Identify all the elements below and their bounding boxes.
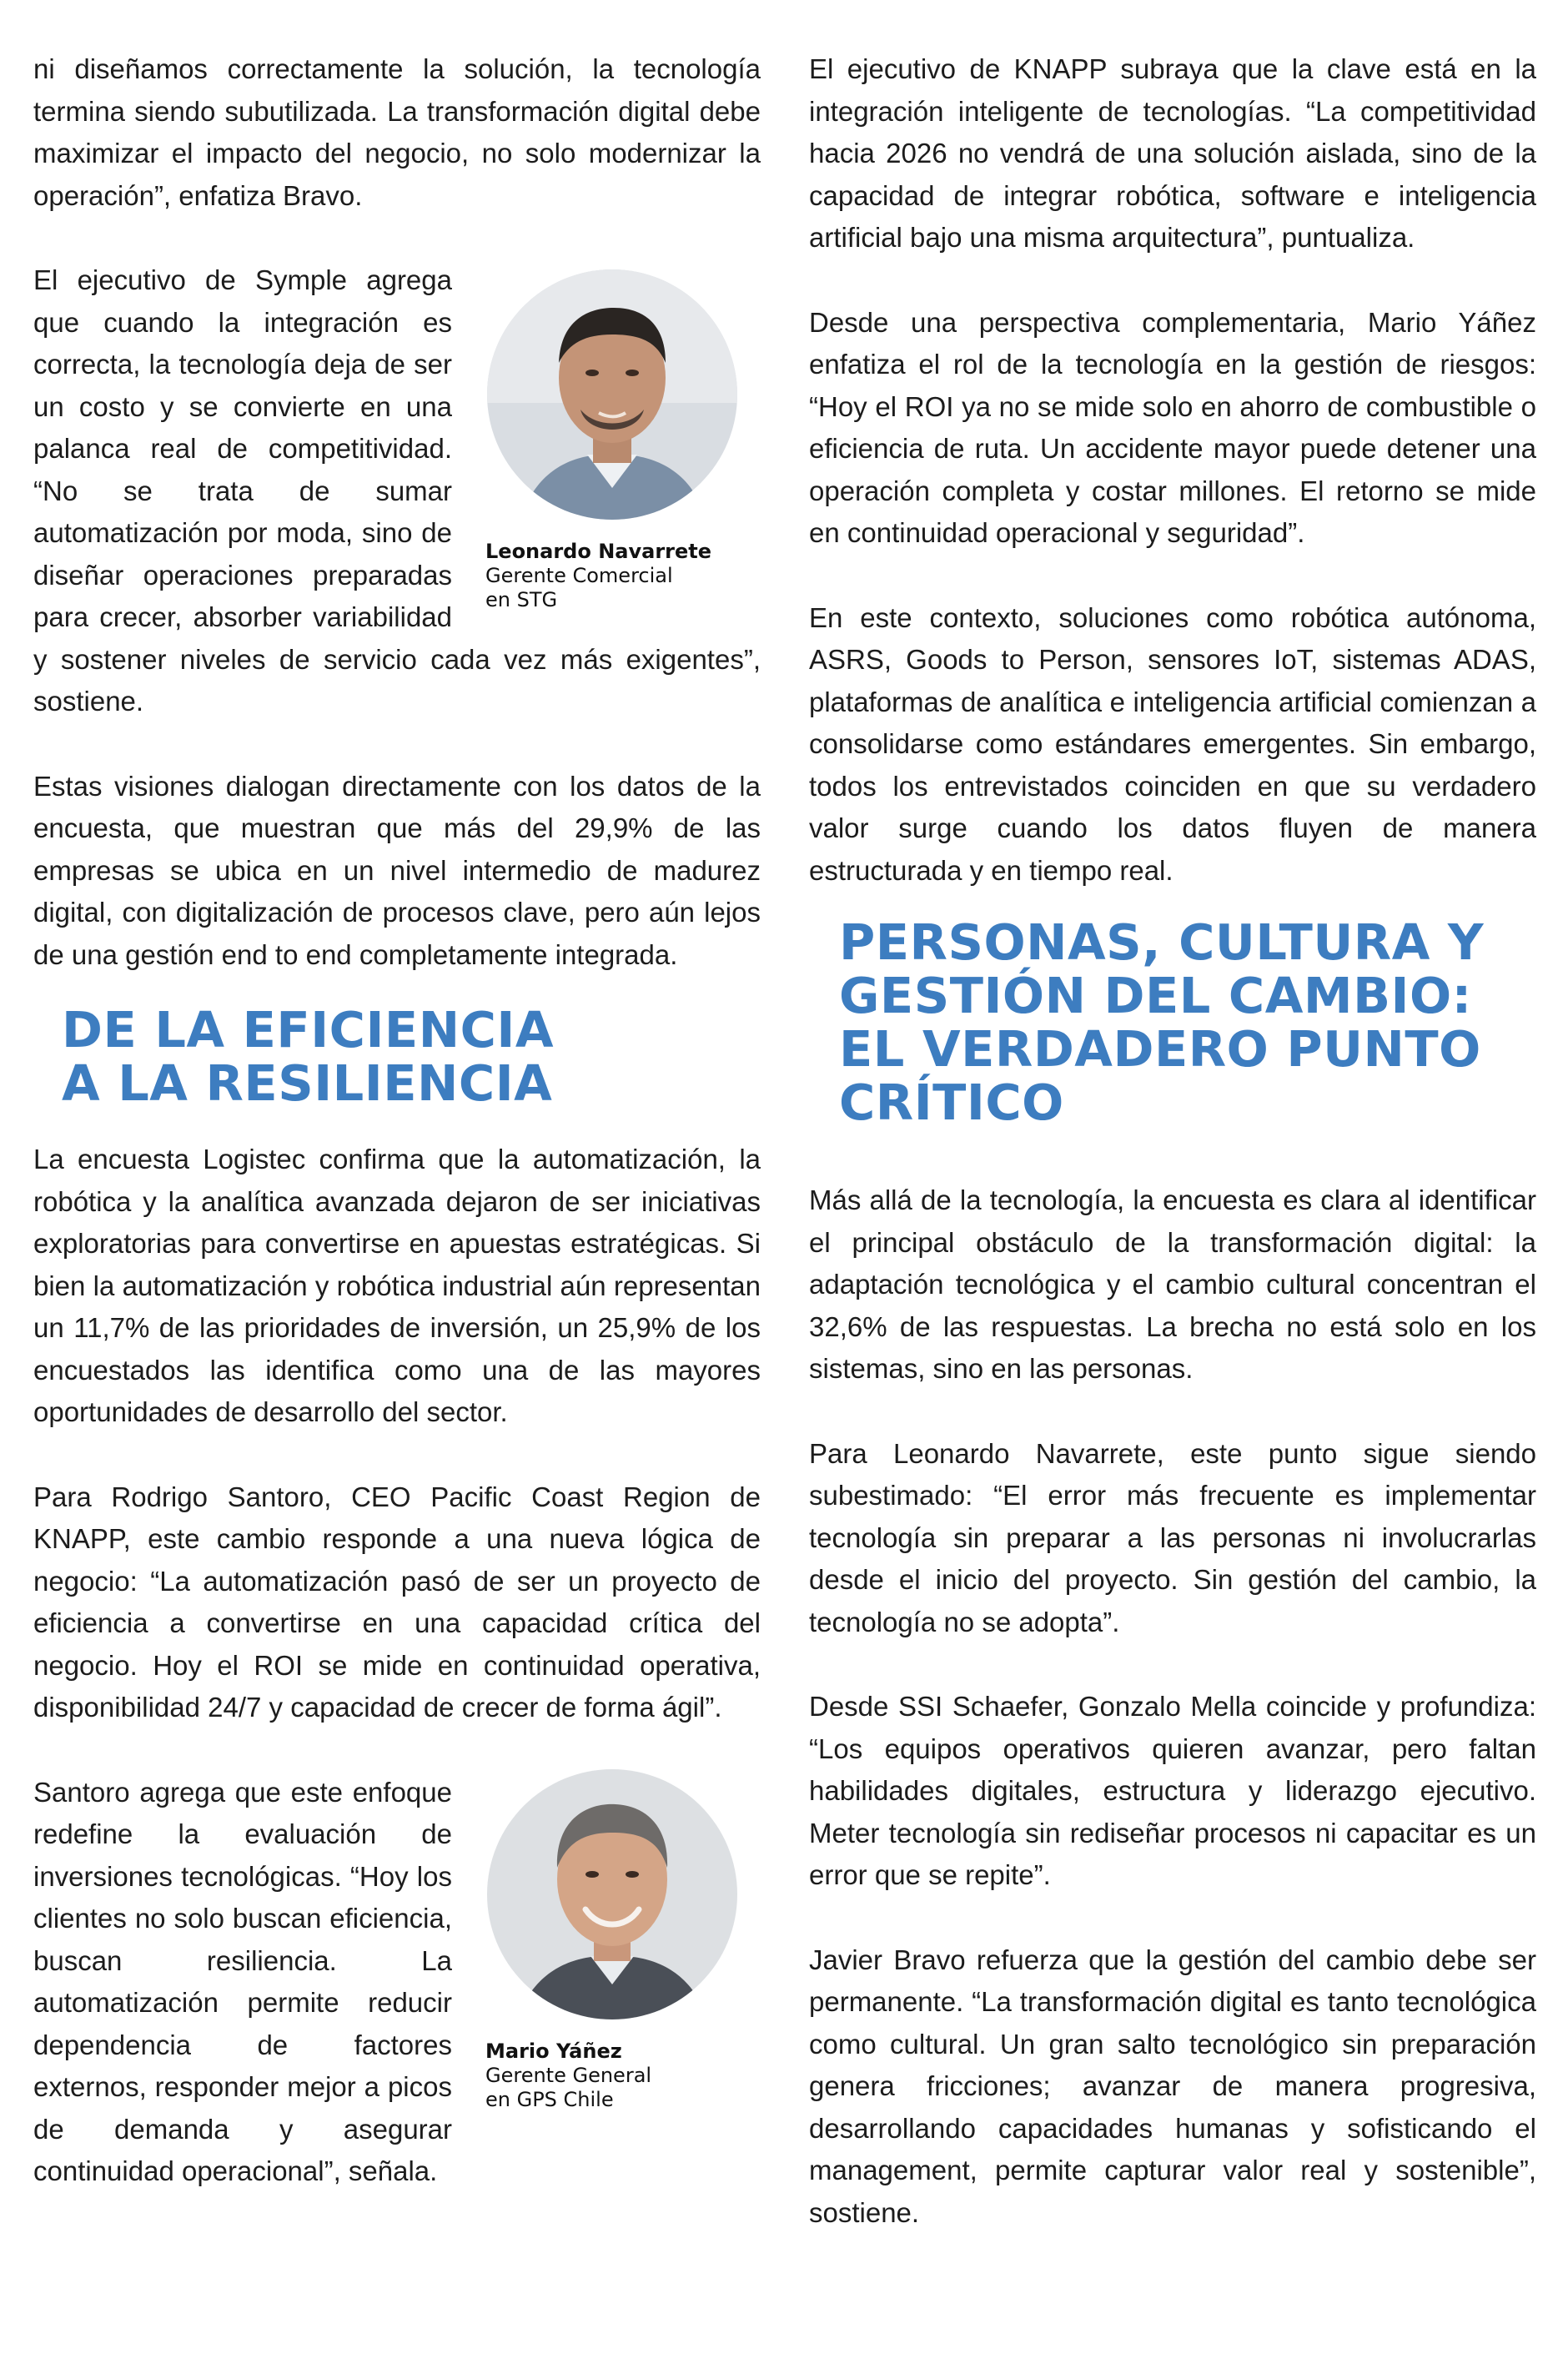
paragraph: Desde SSI Schaefer, Gonzalo Mella coincide y profundiza: “Los equipos operativos quieren avanzar, pero faltan habilidades digitales, estructura y liderazgo ejecutivo. Meter tecnología sin rediseñar procesos ni capacitar es un error que se repite”. — [809, 1691, 1536, 1890]
section-heading — [839, 913, 1536, 1131]
paragraph: El ejecutivo de KNAPP subraya que la clave está en la integración inteligente de tecnologías. “La competitividad hacia 2026 no vendrá de una solución aislada, sino de la capacidad de integrar robótica, software e inteligencia artificial bajo una misma arquitectura”, puntualiza. — [809, 53, 1536, 253]
paragraph: Más allá de la tecnología, la encuesta es clara al identificar el principal obstáculo de la transformación digital: la adaptación tecnológica y el cambio cultural concentran el 32,6% de las respuestas. La brecha no está solo en los sistemas, sino en las personas. — [809, 1184, 1536, 1384]
caption-company: en GPS Chile — [485, 2087, 614, 2111]
photo-caption — [477, 540, 761, 612]
portrait-photo-icon — [487, 269, 737, 520]
section-heading — [62, 1003, 761, 1110]
portrait-block-yanez — [477, 1769, 761, 2112]
right-column — [809, 48, 1536, 2276]
caption-role: Gerente Comercial — [485, 564, 673, 587]
portrait-photo-icon — [487, 1769, 737, 2019]
caption-role: Gerente General — [485, 2063, 652, 2087]
heading-line: A LA RESILIENCIA — [62, 1054, 553, 1112]
paragraph: Javier Bravo refuerza que la gestión del cambio debe ser permanente. “La transformación digital es tanto tecnológica como cultural. Un gran salto tecnológico sin preparación genera fricciones; avanzar de manera progresiva, desarrollando capacidades humanas y sofisticando el management, permite capturar valor real y sostenible”, sostiene. — [809, 1944, 1536, 2228]
photo-caption — [477, 2040, 761, 2112]
paragraph-text: Para Rodrigo Santoro, CEO Pacific Coast Region de KNAPP, este cambio responde a una nueva lógica de negocio: “La automatización pasó de ser un proyecto de eficiencia a convertirse en una capacidad crítica del negocio. Hoy el ROI se mide en continuidad operativa, disponibilidad 24/7 y capacidad de crecer de forma ágil”. — [33, 1481, 761, 1723]
paragraph: Para Leonardo Navarrete, este punto sigue siendo subestimado: “El error más frecuente es implementar tecnología sin preparar a las personas ni involucrarlas desde el inicio del proyecto. Sin gestión del cambio, la tecnología no se adopta”. — [809, 1437, 1536, 1637]
paragraph: ni diseñamos correctamente la solución, la tecnología termina siendo subutilizada. La transformación digital debe maximizar el impacto del negocio, no solo modernizar la operación”, enfatiza Bravo. — [33, 53, 761, 211]
portrait-block-navarrete — [477, 269, 761, 612]
caption-name: Leonardo Navarrete — [485, 540, 712, 563]
caption-name: Mario Yáñez — [485, 2039, 622, 2063]
caption-company: en STG — [485, 588, 558, 611]
left-column — [33, 48, 761, 2236]
paragraph: La encuesta Logistec confirma que la automatización, la robótica y la analítica avanzada dejaron de ser iniciativas exploratorias para convertirse en apuestas estratégicas. Si bien la automatización y robótica industrial aún representan un 11,7% de las prioridades de inversión, un 25,9% de los encuestados las identifica como una de las mayores oportunidades de desarrollo del sector. — [33, 1144, 761, 1427]
paragraph: Estas visiones dialogan directamente con los datos de la encuesta, que muestran que más del 29,9% de las empresas se ubica en un nivel intermedio de madurez digital, con digitalización de procesos clave, pero aún lejos de una gestión end to end completamente integrada. — [33, 770, 761, 970]
paragraph: Desde una perspectiva complementaria, Mario Yáñez enfatiza el rol de la tecnología en la gestión de riesgos: “Hoy el ROI ya no se mide solo en ahorro de combustible o eficiencia de ruta. Un accidente mayor puede detener una operación completa y costar millones. El retorno se mide en continuidad operacional y seguridad”. — [809, 306, 1536, 548]
portrait-yanez-image — [487, 1769, 737, 2019]
paragraph: En este contexto, soluciones como robótica autónoma, ASRS, Goods to Person, sensores IoT, sistemas ADAS, plataformas de analítica e inteligencia artificial comienzan a consolidarse como estándares emergentes. Sin embargo, todos los entrevistados coinciden en que su verdadero valor surge cuando los datos fluyen de manera estructurada y en tiempo real. — [809, 601, 1536, 886]
portrait-navarrete-image — [487, 269, 737, 520]
paragraph: Santoro agrega que este enfoque redefine la evaluación de inversiones tecnológicas. “Hoy los clientes no solo buscan eficiencia, buscan resiliencia. La automatización permite reducir dependencia de factores externos, responder mejor a picos de demanda y asegurar continuidad operacional”, señala. — [33, 1776, 452, 2186]
heading-line: DE LA EFICIENCIA — [62, 1001, 555, 1059]
paragraph: El ejecutivo de Symple agrega que cuando la integración es correcta, la tecnología deja de ser un costo y se convierte en una palanca real de competitividad. “No se trata de sumar automatización por moda, sino de diseñar operaciones preparadas para crecer, absorber variabilidad y sostener niveles de servicio cada vez más exigentes”, sostiene. — [33, 264, 761, 717]
heading-line: EL VERDADERO PUNTO — [839, 1020, 1481, 1078]
heading-line: PERSONAS, CULTURA Y — [839, 913, 1485, 971]
heading-line: CRÍTICO — [839, 1074, 1064, 1131]
paragraph — [33, 1476, 761, 1729]
heading-line: GESTIÓN DEL CAMBIO: — [839, 967, 1472, 1024]
